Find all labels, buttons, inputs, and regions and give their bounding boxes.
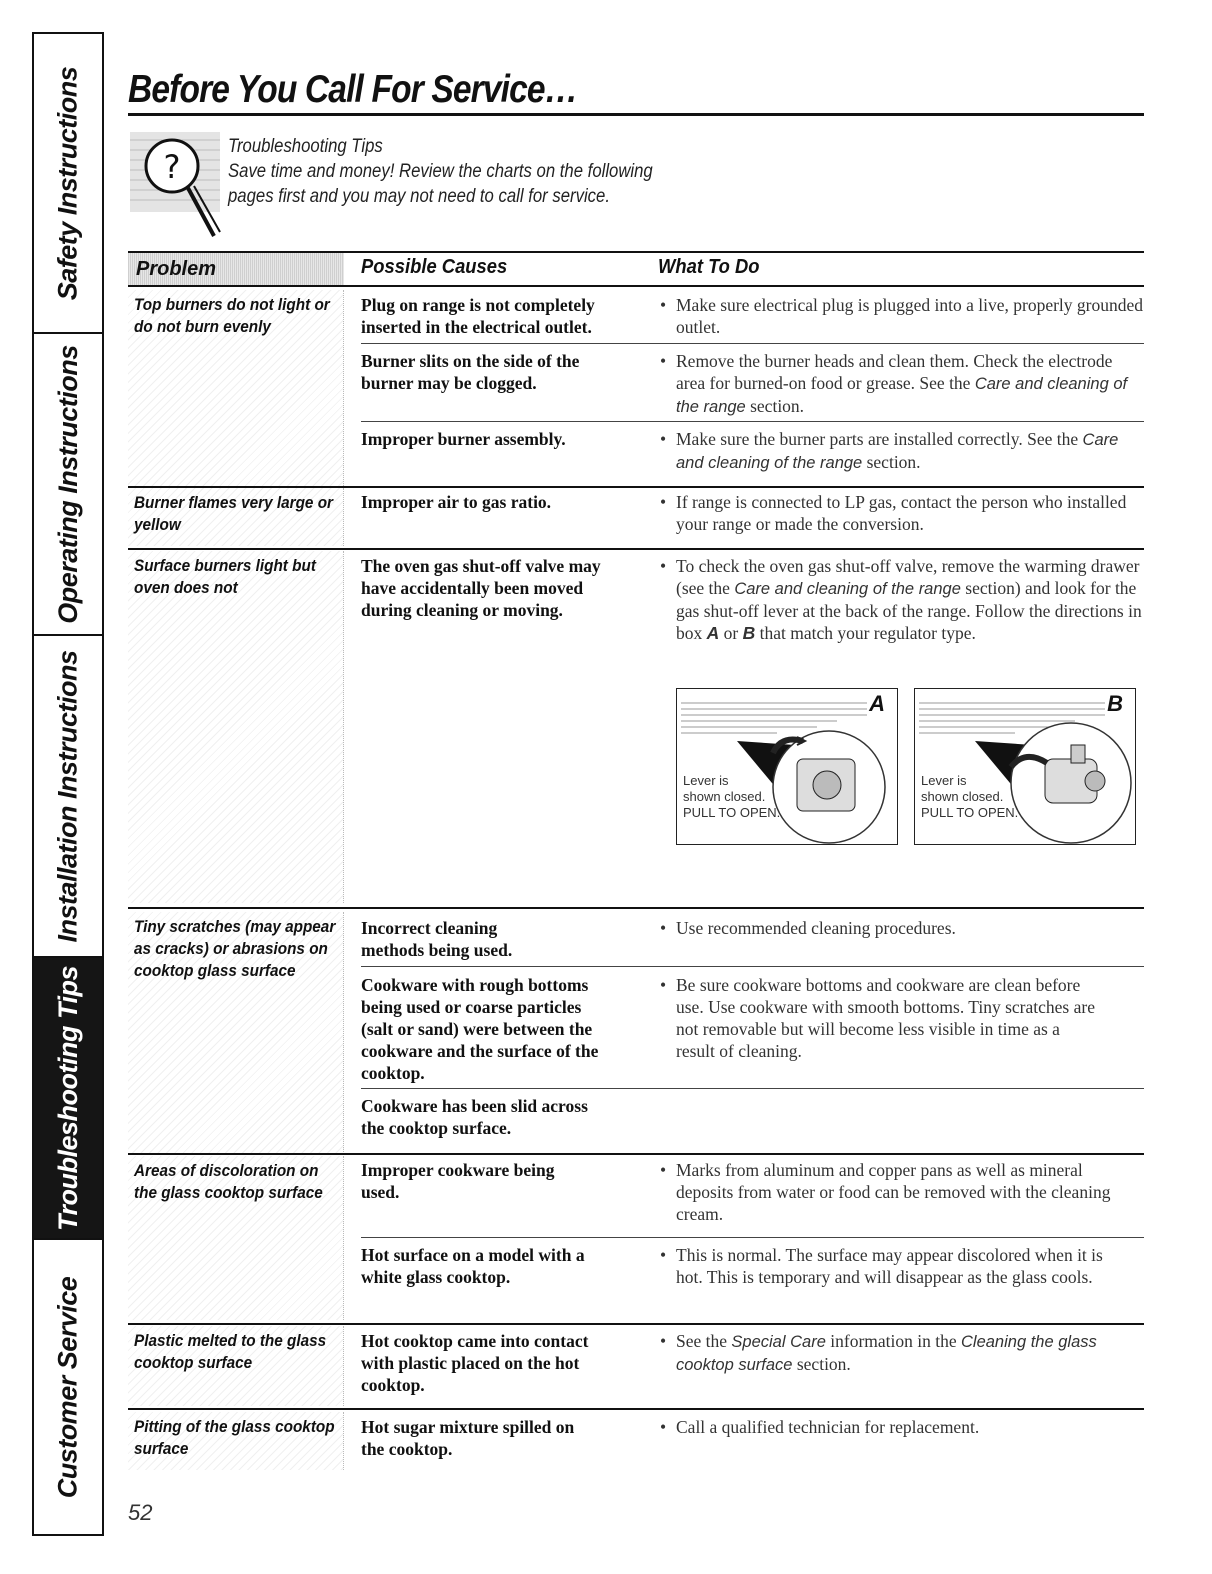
tips-intro — [228, 134, 721, 209]
magnifier-question-icon — [128, 128, 224, 244]
sub-row-divider — [361, 1237, 1144, 1238]
row-divider — [128, 1408, 1144, 1410]
tab-troubleshooting-tips[interactable]: Troubleshooting Tips — [34, 958, 102, 1240]
gas-valve-b-illustration — [915, 689, 1136, 845]
causes-column-header: Possible Causes — [361, 256, 508, 278]
cause-text: Hot sugar mixture spilled on the cooktop. — [361, 1417, 575, 1459]
tips-line-2: pages first and you may not need to call for service. — [228, 186, 610, 207]
problem-cell: Burner flames very large or yellow — [128, 488, 344, 546]
cause-text: Plug on range is not completely inserted in the electrical outlet. — [361, 295, 595, 337]
regulator-diagram-b — [914, 688, 1136, 845]
cause-text: Hot cooktop came into contact with plastic placed on the hot cooktop. — [361, 1331, 589, 1395]
todo-text: • Make sure electrical plug is plugged into a live, properly grounded outlet. — [660, 294, 1144, 338]
diagram-label: B — [1107, 691, 1123, 716]
cause-text: Burner slits on the side of the burner may be clogged. — [361, 351, 580, 393]
cause-text: Improper air to gas ratio. — [361, 492, 552, 512]
row-divider — [128, 1323, 1144, 1325]
title-divider — [128, 113, 1144, 116]
todo-text: • See the Special Care information in the Cleaning the glass cooktop surface section. — [660, 1330, 1144, 1376]
diagram-label: A — [869, 691, 885, 716]
cause-text: Cookware with rough bottoms being used or coarse particles (salt or sand) were between the cookware and the surface of the cooktop. — [361, 975, 599, 1083]
page-title: Before You Call For Service… — [128, 68, 578, 111]
row-divider — [128, 548, 1144, 550]
section-tabs — [32, 32, 104, 1536]
todo-text: • Make sure the burner parts are installed correctly. See the Care and cleaning of the range section. — [660, 428, 1144, 474]
todo-text: • Be sure cookware bottoms and cookware are clean before use. Use cookware with smooth bottoms. Tiny scratches are not removable but will become less visible in time as a result of cleaning. — [660, 974, 1100, 1062]
todo-text: • Call a qualified technician for replacement. — [660, 1416, 1144, 1438]
row-divider — [128, 1153, 1144, 1155]
problem-column-header: Problem — [128, 253, 344, 285]
cause-text: Hot surface on a model with a white glass cooktop. — [361, 1245, 585, 1287]
cause-text: The oven gas shut-off valve may have accidentally been moved during cleaning or moving. — [361, 556, 601, 620]
tips-line-1: Save time and money! Review the charts on the following — [228, 161, 653, 182]
diagram-caption: Lever is shown closed. PULL TO OPEN. — [921, 773, 1019, 820]
sub-row-divider — [361, 1088, 1144, 1089]
problem-cell: Areas of discoloration on the glass cooktop surface — [128, 1156, 344, 1320]
tab-installation-instructions[interactable]: Installation Instructions — [34, 636, 102, 958]
cause-text: Cookware has been slid across the cooktop surface. — [361, 1096, 588, 1138]
problem-cell: Surface burners light but oven does not — [128, 551, 344, 903]
regulator-diagram-a — [676, 688, 898, 845]
problem-cell: Tiny scratches (may appear as cracks) or abrasions on cooktop glass surface — [128, 912, 344, 1154]
todo-text: • If range is connected to LP gas, contact the person who installed your range or made the conversion. — [660, 491, 1144, 535]
sub-row-divider — [361, 966, 1144, 967]
todo-text: • This is normal. The surface may appear discolored when it is hot. This is temporary and will disappear as the glass cools. — [660, 1244, 1130, 1288]
row-divider — [128, 486, 1144, 488]
tab-operating-instructions[interactable]: Operating Instructions — [34, 334, 102, 636]
cause-text: Improper cookware being used. — [361, 1160, 555, 1202]
todo-text: • Use recommended cleaning procedures. — [660, 917, 1144, 939]
problem-cell: Plastic melted to the glass cooktop surface — [128, 1326, 344, 1406]
sub-row-divider — [361, 343, 1144, 344]
page-number: 52 — [128, 1500, 153, 1525]
todo-text: • To check the oven gas shut-off valve, remove the warming drawer (see the Care and cleaning of the range section) and look for the gas shut-off lever at the back of the range. Follow the directions in box A or B that match your regulator type. — [660, 555, 1144, 644]
svg-text:?: ? — [163, 148, 181, 186]
tab-safety-instructions[interactable]: Safety Instructions — [34, 34, 102, 334]
todo-text: • Remove the burner heads and clean them. Check the electrode area for burned-on food or grease. See the Care and cleaning of the range section. — [660, 350, 1144, 418]
sub-row-divider — [361, 421, 1144, 422]
header-bottom-rule — [128, 285, 1144, 287]
todo-column-header: What To Do — [658, 256, 760, 278]
todo-text: • Marks from aluminum and copper pans as well as mineral deposits from water or food can be removed with the cleaning cream. — [660, 1159, 1130, 1225]
gas-valve-a-illustration — [677, 689, 898, 845]
tips-heading: Troubleshooting Tips — [228, 136, 383, 157]
diagram-caption: Lever is shown closed. PULL TO OPEN. — [683, 773, 781, 820]
tab-customer-service[interactable]: Customer Service — [52, 1276, 83, 1498]
problem-cell: Top burners do not light or do not burn evenly — [128, 290, 344, 486]
cause-text: Improper burner assembly. — [361, 429, 566, 449]
cause-text: Incorrect cleaning methods being used. — [361, 918, 513, 960]
row-divider — [128, 907, 1144, 909]
problem-cell: Pitting of the glass cooktop surface — [128, 1412, 344, 1470]
